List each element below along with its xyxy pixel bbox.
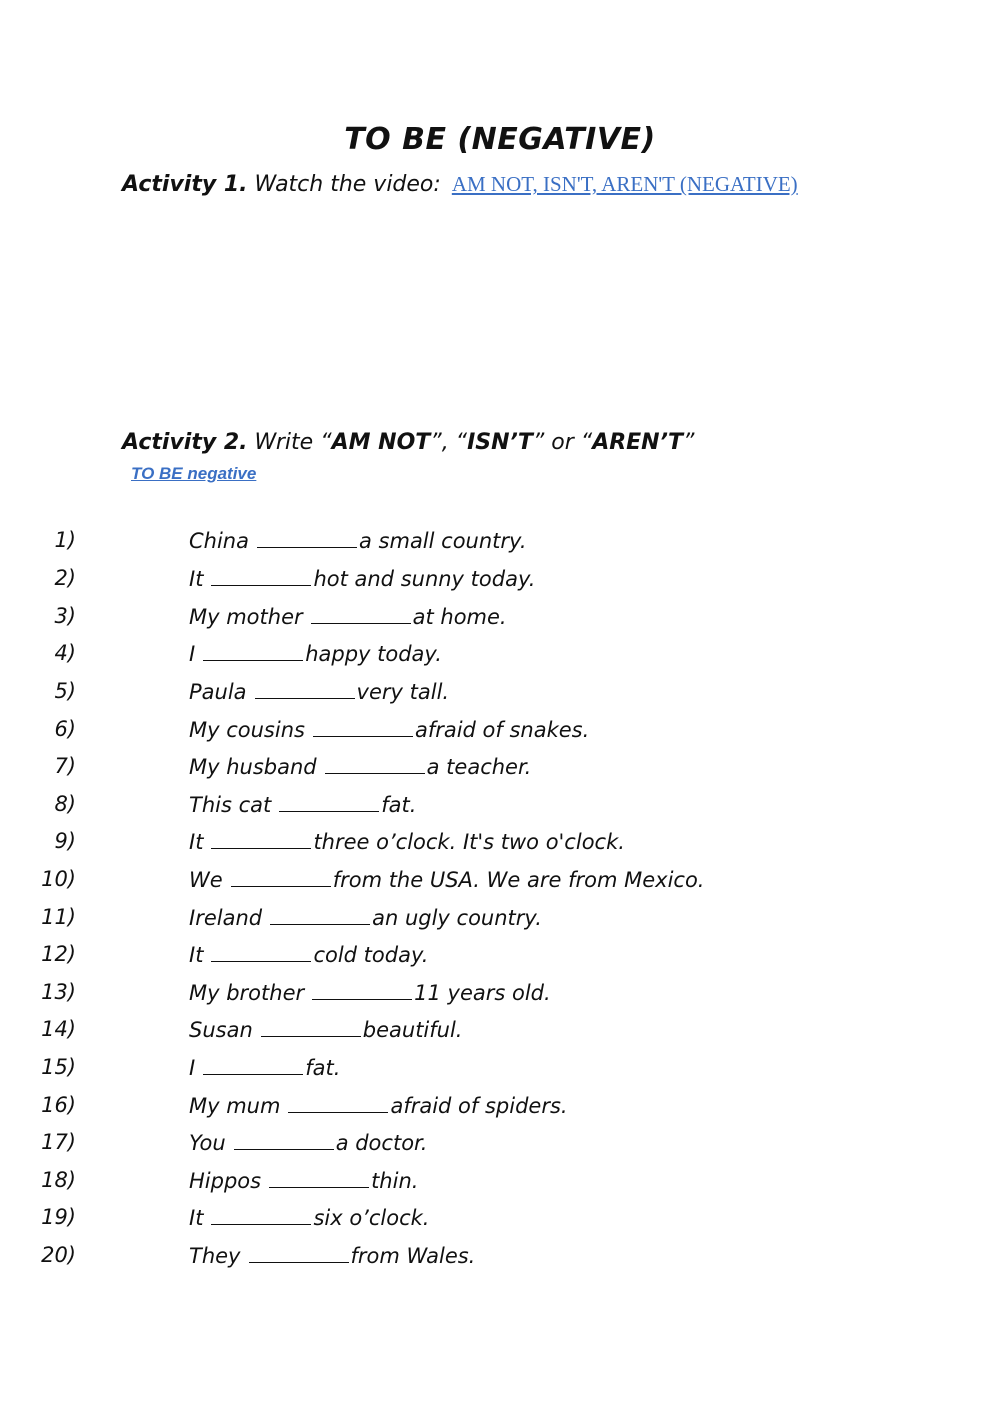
- answer-blank[interactable]: [231, 867, 331, 887]
- item-sentence: [189, 754, 531, 779]
- sentence-start: It: [189, 943, 204, 967]
- exercise-item: [0, 905, 900, 935]
- exercise-item: [0, 528, 900, 558]
- item-number: 19): [41, 1205, 76, 1229]
- sentence-end: cold today.: [313, 943, 429, 967]
- sentence-end: three o’clock. It's two o'clock.: [313, 830, 625, 854]
- answer-blank[interactable]: [211, 942, 311, 962]
- exercise-item: [0, 1243, 900, 1273]
- answer-blank[interactable]: [203, 1055, 303, 1075]
- exercise-item: [0, 679, 900, 709]
- exercise-item: [0, 1017, 900, 1047]
- sentence-end: an ugly country.: [372, 906, 542, 930]
- answer-blank[interactable]: [313, 717, 413, 737]
- answer-blank[interactable]: [288, 1093, 388, 1113]
- answer-blank[interactable]: [261, 1017, 361, 1037]
- sentence-start: My brother: [189, 981, 305, 1005]
- exercise-item: [0, 566, 900, 596]
- item-number: 10): [41, 867, 76, 891]
- sentence-start: Hippos: [189, 1169, 262, 1193]
- exercise-item: [0, 604, 900, 634]
- sentence-start: It: [189, 567, 204, 591]
- activity-1-text: Watch the video:: [254, 172, 441, 197]
- sentence-start: Susan: [189, 1018, 253, 1042]
- activity-2-label: Activity 2.: [122, 430, 248, 455]
- exercise-item: [0, 1168, 900, 1198]
- item-sentence: [189, 528, 527, 553]
- answer-blank[interactable]: [257, 528, 357, 548]
- sentence-end: hot and sunny today.: [313, 567, 536, 591]
- item-sentence: [189, 942, 428, 967]
- answer-blank[interactable]: [279, 792, 379, 812]
- sentence-start: We: [189, 868, 223, 892]
- separator: ”, “: [430, 430, 468, 455]
- item-number: 12): [41, 942, 76, 966]
- item-sentence: [189, 792, 416, 817]
- exercise-item: [0, 1055, 900, 1085]
- exercise-item: [0, 867, 900, 897]
- exercise-item: [0, 641, 900, 671]
- sentence-start: My mother: [189, 605, 303, 629]
- item-sentence: [189, 1130, 427, 1155]
- item-number: 14): [41, 1017, 76, 1041]
- sentence-start: My mum: [189, 1094, 281, 1118]
- sentence-end: fat.: [381, 793, 417, 817]
- item-sentence: [189, 604, 507, 629]
- exercise-item: [0, 717, 900, 747]
- item-number: 11): [41, 905, 76, 929]
- option-am-not: AM NOT: [331, 430, 431, 455]
- sentence-end: six o’clock.: [313, 1206, 430, 1230]
- sentence-start: I: [189, 1056, 196, 1080]
- item-sentence: [189, 829, 625, 854]
- answer-blank[interactable]: [211, 1205, 311, 1225]
- sentence-end: a teacher.: [426, 755, 532, 779]
- answer-blank[interactable]: [249, 1243, 349, 1263]
- sentence-end: at home.: [412, 605, 507, 629]
- item-sentence: [189, 980, 551, 1005]
- item-sentence: [189, 905, 542, 930]
- activity-2-text: Write “: [254, 430, 332, 455]
- item-sentence: [189, 1017, 462, 1042]
- item-sentence: [189, 1093, 568, 1118]
- video-link[interactable]: AM NOT, ISN'T, AREN'T (NEGATIVE): [451, 172, 798, 196]
- answer-blank[interactable]: [211, 566, 311, 586]
- answer-blank[interactable]: [234, 1130, 334, 1150]
- exercise-item: [0, 942, 900, 972]
- answer-blank[interactable]: [311, 604, 411, 624]
- sentence-start: I: [189, 642, 196, 666]
- separator: ” or “: [532, 430, 593, 455]
- activity-2: [122, 430, 694, 455]
- item-number: 17): [41, 1130, 76, 1154]
- answer-blank[interactable]: [255, 679, 355, 699]
- item-number: 4): [54, 641, 76, 665]
- item-number: 8): [54, 792, 76, 816]
- item-number: 2): [54, 566, 76, 590]
- exercise-item: [0, 792, 900, 822]
- item-number: 18): [41, 1168, 76, 1192]
- option-arent: AREN’T: [592, 430, 683, 455]
- exercise-item: [0, 829, 900, 859]
- sentence-end: a small country.: [359, 529, 527, 553]
- sentence-start: This cat: [189, 793, 272, 817]
- item-number: 6): [54, 717, 76, 741]
- answer-blank[interactable]: [211, 829, 311, 849]
- answer-blank[interactable]: [325, 754, 425, 774]
- sentence-end: from the USA. We are from Mexico.: [332, 868, 705, 892]
- answer-blank[interactable]: [270, 905, 370, 925]
- sentence-end: afraid of spiders.: [390, 1094, 568, 1118]
- item-sentence: [189, 566, 535, 591]
- item-number: 7): [54, 754, 76, 778]
- item-sentence: [189, 1168, 418, 1193]
- sentence-end: fat.: [305, 1056, 341, 1080]
- page-title: TO BE (NEGATIVE): [344, 122, 656, 157]
- sentence-end: thin.: [371, 1169, 419, 1193]
- item-sentence: [189, 867, 704, 892]
- item-sentence: [189, 679, 449, 704]
- sentence-start: China: [189, 529, 249, 553]
- exercise-item: [0, 1130, 900, 1160]
- sentence-start: It: [189, 830, 204, 854]
- item-number: 5): [54, 679, 76, 703]
- sentence-start: They: [189, 1244, 241, 1268]
- answer-blank[interactable]: [269, 1168, 369, 1188]
- sentence-end: happy today.: [305, 642, 442, 666]
- item-number: 16): [41, 1093, 76, 1117]
- exercise-item: [0, 1093, 900, 1123]
- answer-blank[interactable]: [203, 641, 303, 661]
- item-sentence: [189, 717, 589, 742]
- sentence-end: 11 years old.: [414, 981, 551, 1005]
- sentence-start: Paula: [189, 680, 247, 704]
- activity-1-label: Activity 1.: [122, 172, 248, 197]
- sentence-start: My husband: [189, 755, 317, 779]
- sentence-start: My cousins: [189, 718, 305, 742]
- sentence-end: from Wales.: [350, 1244, 476, 1268]
- option-isnt: ISN’T: [467, 430, 533, 455]
- sentence-end: beautiful.: [362, 1018, 463, 1042]
- to-be-negative-link[interactable]: TO BE negative: [131, 464, 257, 483]
- separator: ”: [682, 430, 695, 455]
- sentence-end: very tall.: [356, 680, 450, 704]
- activity-1: [122, 172, 798, 197]
- item-number: 3): [54, 604, 76, 628]
- item-sentence: [189, 1243, 475, 1268]
- item-number: 13): [41, 980, 76, 1004]
- exercise-item: [0, 754, 900, 784]
- item-sentence: [189, 1205, 429, 1230]
- sentence-start: You: [189, 1131, 226, 1155]
- sentence-end: a doctor.: [335, 1131, 428, 1155]
- sentence-start: It: [189, 1206, 204, 1230]
- item-number: 1): [54, 528, 76, 552]
- item-number: 20): [41, 1243, 76, 1267]
- exercise-item: [0, 980, 900, 1010]
- item-number: 9): [54, 829, 76, 853]
- answer-blank[interactable]: [312, 980, 412, 1000]
- item-sentence: [189, 1055, 340, 1080]
- sentence-end: afraid of snakes.: [414, 718, 590, 742]
- exercise-item: [0, 1205, 900, 1235]
- sentence-start: Ireland: [189, 906, 263, 930]
- item-number: 15): [41, 1055, 76, 1079]
- item-sentence: [189, 641, 442, 666]
